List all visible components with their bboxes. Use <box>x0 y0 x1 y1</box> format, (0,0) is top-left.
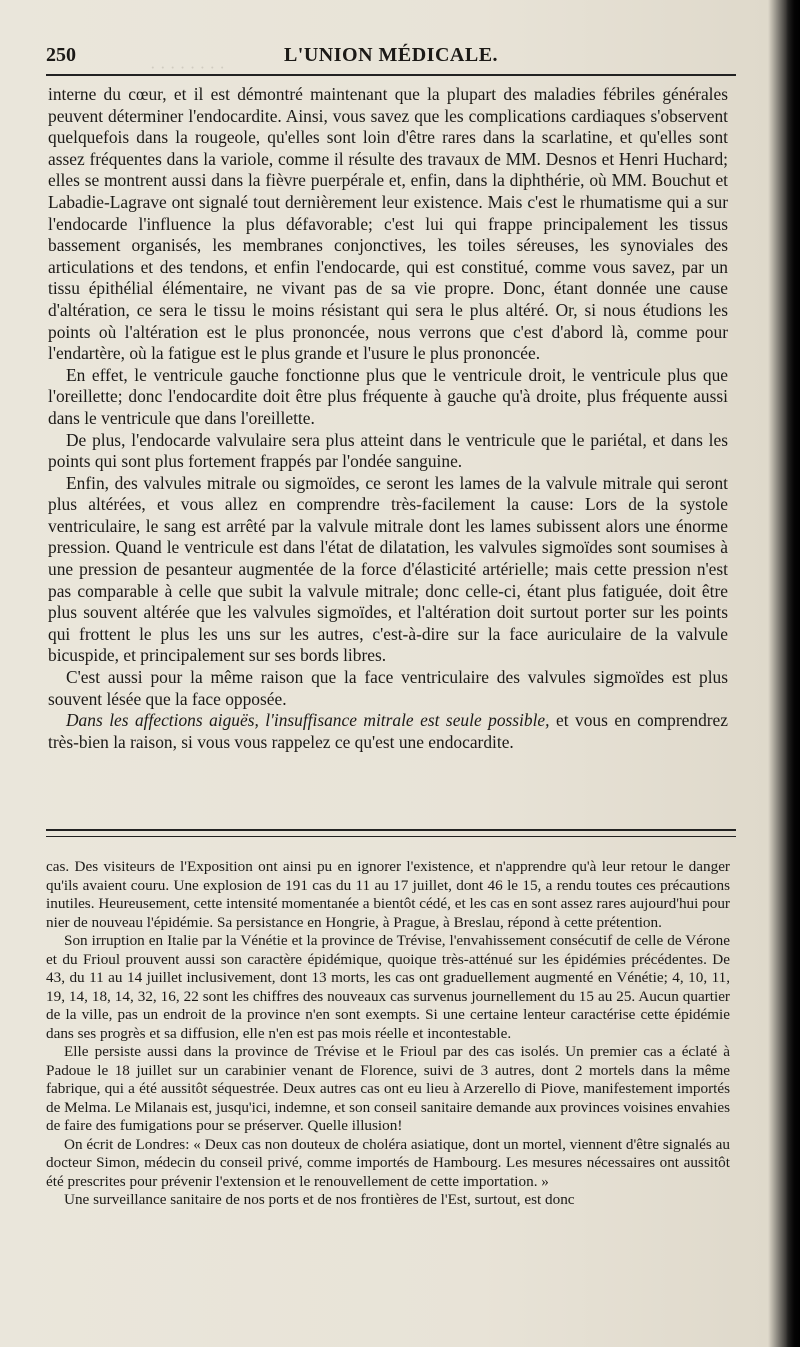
page-number: 250 <box>46 44 76 66</box>
feuilleton-paragraph: cas. Des visiteurs de l'Exposition ont ainsi pu en ignorer l'existence, et n'apprendre qu'à leur retour le danger qu'ils avaient couru. Une explosion de 191 cas du 11 au 17 juillet, dont 46 le 15, a rendu toutes ces précautions inutiles. Heureusement, cette intensité momentanée a bientôt cédé, et les cas en sont assez rares aujourd'hui pour nier de nouveau l'épidémie. Sa persistance en Hongrie, à Prague, à Breslau, répond à cette prétention. <box>46 858 730 931</box>
journal-title: L'UNION MÉDICALE. <box>283 44 499 66</box>
feuilleton-paragraph: Son irruption en Italie par la Vénétie et la province de Trévise, l'envahissement consécutif de celle de Vérone et du Frioul prouvent aussi son caractère épidémique, quoique très-atténué sur les épidémies précédentes. De 43, du 11 au 14 juillet inclusivement, dont 13 morts, les cas ont graduellement augmenté en Vénétie; 4, 10, 11, 19, 14, 18, 14, 32, 16, 22 sont les chiffres des nouveaux cas survenus journellement du 15 au 25. Aucun quartier de la ville, pas un endroit de la province n'en sont exempts. Si une certaine lenteur caractérise cette épidémie dans ses progrès et sa diffusion, elle n'en est pas mois réelle et incontestable. <box>46 932 730 1042</box>
article-paragraph <box>48 710 728 753</box>
feuilleton-paragraph: On écrit de Londres: « Deux cas non douteux de choléra asiatique, dont un mortel, viennent d'être signalés au docteur Simon, médecin du conseil privé, comme importés de Hambourg. Les mesures nécessaires ont aussitôt été prescrites pour prévenir l'extension et le renouvellement de cette importation. » <box>46 1135 730 1190</box>
article-paragraph: interne du cœur, et il est démontré maintenant que la plupart des maladies fébriles générales peuvent déterminer l'endocardite. Ainsi, vous savez que les complications cardiaques s'observent quelquefois dans la rougeole, qu'elles sont loin d'être rares dans la scarlatine, et qu'elles sont assez fréquentes dans la variole, comme il résulte des travaux de MM. Desnos et Henri Huchard; elles se montrent aussi dans la fièvre puerpérale et, enfin, dans la diphthérie, où MM. Bouchut et Labadie-Lagrave ont signalé tout dernièrement leur existence. Mais c'est le rhumatisme qui a sur l'endocarde l'influence la plus défavorable; c'est lui qui frappe principalement les tissus bassement organisés, les membranes conjonctives, les toiles séreuses, les synoviales des articulations et des tendons, et enfin l'endocarde, qui est constitué, comme vous savez, par un tissu épithélial élémentaire, ne vivant pas de sa vie propre. Donc, étant donnée une cause d'altération, ce sera le tissu le moins résistant qui sera le plus altéré. Or, si nous étudions les points où l'altération est le plus prononcée, nous verrons que c'est d'abord là, comme pour l'endartère, où la fatigue est le plus grande et l'usure le plus prononcée. <box>48 84 728 364</box>
feuilleton-paragraph: Elle persiste aussi dans la province de Trévise et le Frioul par des cas isolés. Un premier cas a éclaté à Padoue le 18 juillet sur un carabinier venant de Florence, suivi de 3 autres, dont 2 mortels dans la même fabrique, qui a été aussitôt séquestrée. Deux autres cas ont eu lieu à Arzerello di Piove, manifestement importés de Melma. Le Milanais est, jusqu'ici, indemne, et son conseil sanitaire demande aux provinces voisines envahies de faire des fumigations pour se préserver. Quelle illusion! <box>46 1043 730 1134</box>
header-rule <box>46 74 736 76</box>
feuilleton-column <box>46 858 730 1210</box>
article-body <box>48 84 728 753</box>
article-paragraph: Enfin, des valvules mitrale ou sigmoïdes, ce seront les lames de la valvule mitrale qui seront plus altérées, et vous allez en comprendre très-facilement la cause: Lors de la systole ventriculaire, le sang est arrêté par la valvule mitrale dont les lames subissent alors une énorme pression. Quand le ventricule est dans l'état de dilatation, les valvules sigmoïdes sont soumises à une pression de pesanteur augmentée de la force d'élasticité artérielle; mais cette pression n'est pas comparable à celle que subit la valvule mitrale; donc celle-ci, étant plus fatiguée, doit être plus souvent altérée que les valvules sigmoïdes, et l'altération doit surtout porter sur les points qui frottent le plus les uns sur les autres, c'est-à-dire sur la face auriculaire de la valvule bicuspide, et principalement sur ses bords libres. <box>48 472 728 666</box>
italic-statement: Dans les affections aiguës, l'insuffisance mitrale est seule possible, <box>66 710 550 731</box>
article-paragraph: C'est aussi pour la même raison que la face ventriculaire des valvules sigmoïdes est plus souvent lésée que la face opposée. <box>48 667 728 709</box>
feuilleton-separator <box>46 829 736 837</box>
article-paragraph: De plus, l'endocarde valvulaire sera plus atteint dans le ventricule que le pariétal, et dans les points qui sont plus fortement frappés par l'ondée sanguine. <box>48 429 728 472</box>
feuilleton-paragraph: Une surveillance sanitaire de nos ports et de nos frontières de l'Est, surtout, est donc <box>64 1191 575 1208</box>
show-through-text: · · · · · · · · <box>150 58 226 77</box>
article-paragraph: En effet, le ventricule gauche fonctionne plus que le ventricule droit, le ventricule plus que l'oreillette; donc l'endocardite doit être plus fréquente à gauche qu'à droite, plus fréquente aussi dans le ventricule que dans l'oreillette. <box>48 364 728 428</box>
binding-shadow <box>786 0 800 1347</box>
running-header <box>46 36 736 70</box>
paragraph-continuation: et vous en comprendrez très-bien la raison, si vous vous rappelez ce qu'est une endocardite. <box>48 710 728 752</box>
